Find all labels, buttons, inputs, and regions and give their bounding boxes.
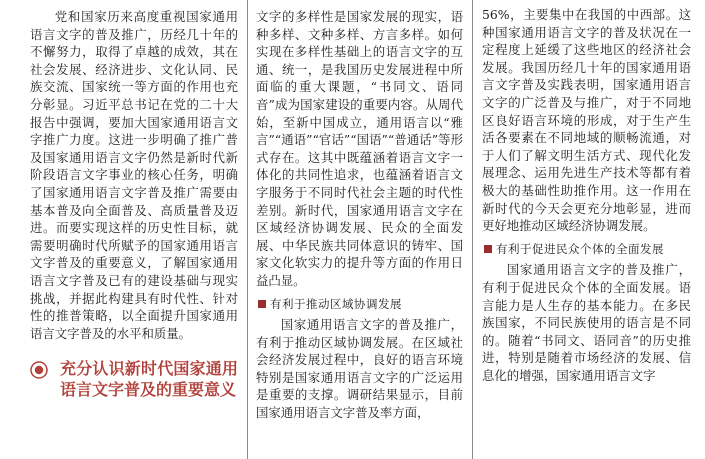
bullseye-icon — [30, 361, 48, 379]
subheading-regional-development — [256, 296, 463, 314]
intro-paragraph: 党和国家历来高度重视国家通用语言文字的普及推广，历经几十年的不懈努力，取得了卓越的成效，其在社会发展、经济进步、文化认同、民族交流、国家统一等方面的作用也充分彰显。习近平总书记在党的二十大报告中强调，要加大国家通用语言文字推广力度。这进一步明确了推广普及国家通用语言文字仍然是新时代新阶段语言文字事业的核心任务，明确了国家通用语言文字普及推广需要由基本普及向全面普及、高质量普及迈进。而要实现这样的历史性目标，就需要明确时代所赋予的国家通用语言文字普及的重要意义，了解国家通用语言文字普及已有的建设基础与现实挑战，并据此构建具有时代性、针对性的推普策略，以全面提升国家通用语言文字普及的水平和质量。 — [30, 9, 238, 341]
section-heading-text: 充分认识新时代国家通用语言文字普及的重要意义 — [60, 359, 238, 400]
subheading-text: 有利于推动区域协调发展 — [270, 296, 402, 311]
section-heading — [30, 358, 238, 400]
subheading-individual-development — [482, 241, 691, 259]
paragraph-continuation: 文字的多样性是国家发展的现实，语种多样、文种多样、方言多样。如何实现在多样性基础上的语言文字的互通、统一，是我国历史发展进程中所面临的重大课题，“书同文、语同音”成为国家建设的重要内容。从周代始，至新中国成立，通用语言以“雅言”“通语”“官话”“国语”“普通话”等形式存在。这其中既蕴涵着语言文字一体化的共同性追求，也蕴涵着语言文字服务于不同时代社会主题的时代性差别。新时代，国家通用语言文字在区域经济协调发展、民众的全面发展、中华民族共同体意识的铸牢、国家文化软实力的提升等方面的作用日益凸显。 — [256, 9, 463, 288]
column-2 — [256, 0, 463, 459]
column-divider-1 — [247, 0, 248, 459]
paragraph-continuation: 56%，主要集中在我国的中西部。这种国家通用语言文字的普及状况在一定程度上延缓了这些地区的经济社会发展。我国历经几十年的国家通用语言文字普及实践表明，国家通用语言文字的广泛普及与推广，对于不同地区良好语言环境的形成，对于生产生活各要素在不同地域的顺畅流通，对于人们了解文明生活方式、现代化发展理念、运用先进生产技术等都有着极大的基础性助推作用。这一作用在新时代的今天会更充分地彰显，进而更好地推动区域经济协调发展。 — [482, 7, 691, 234]
square-bullet-icon — [258, 300, 266, 308]
column-1 — [30, 0, 238, 459]
column-divider-2 — [472, 0, 473, 459]
body-paragraph: 国家通用语言文字的普及推广，有利于推动区域协调发展。在区域社会经济发展过程中，良好的语言环境特别是国家通用语言文字的广泛运用是重要的支撑。调研结果显示，目前国家通用语言文字普及率方面， — [256, 317, 463, 421]
subheading-text: 有利于促进民众个体的全面发展 — [496, 241, 664, 256]
square-bullet-icon — [484, 245, 492, 253]
column-3 — [482, 0, 691, 459]
body-paragraph: 国家通用语言文字的普及推广，有利于促进民众个体的全面发展。语言能力是人生存的基本能力。在多民族国家，不同民族使用的语言是不同的。随着“书同文、语同音”的历史推进，特别是随着市场经济的发展、信息化的增强，国家通用语言文字 — [482, 262, 691, 383]
